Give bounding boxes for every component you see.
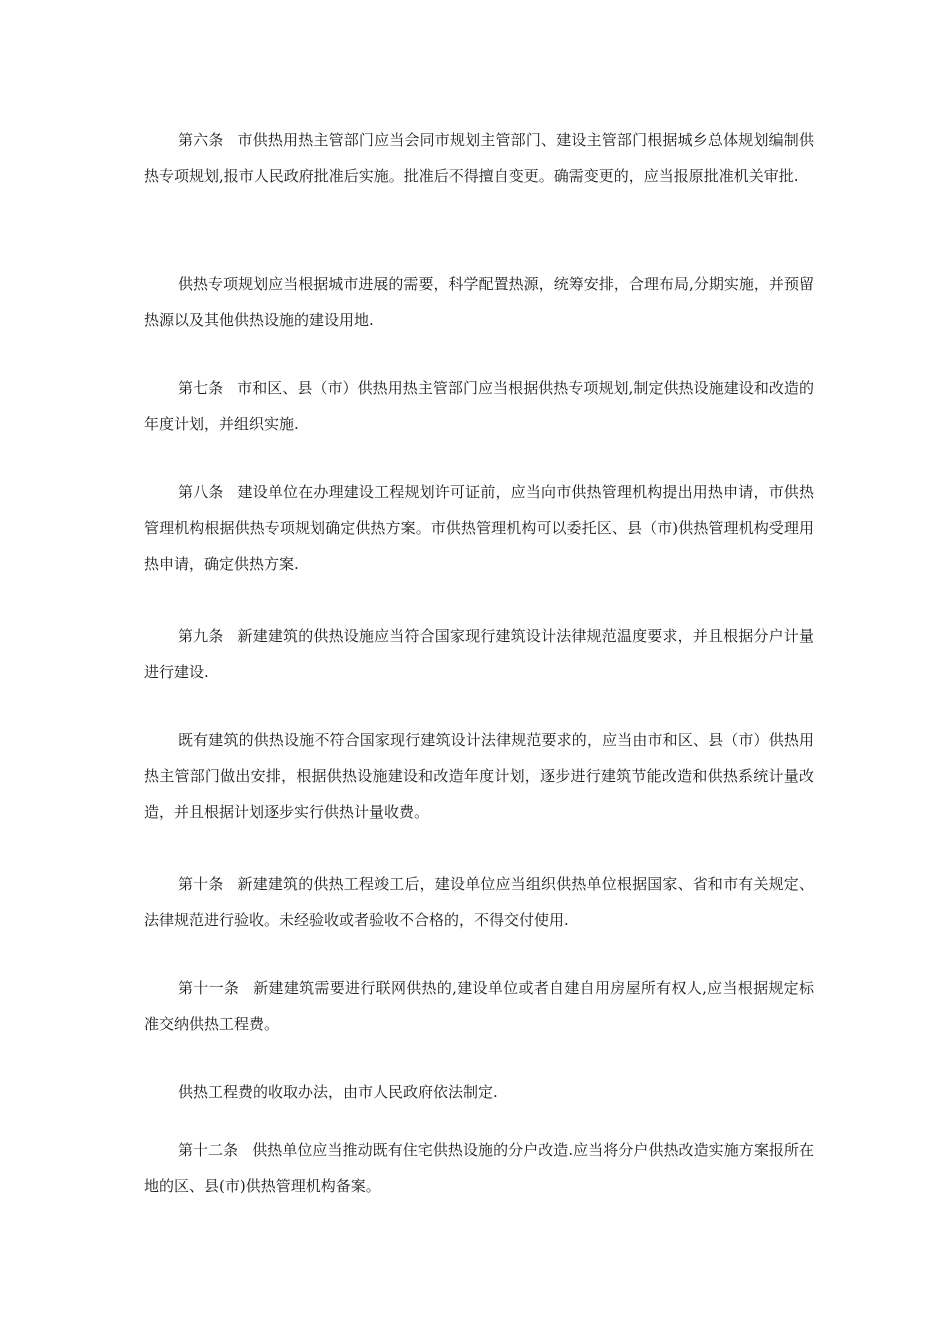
article-label: 第八条 xyxy=(178,483,224,501)
paragraph-text: 供热单位应当推动既有住宅供热设施的分户改造.应当将分户供热改造实施方案报所在地的区、县(市)供热管理机构备案。 xyxy=(144,1141,814,1195)
paragraph-text: 市和区、县（市）供热用热主管部门应当根据供热专项规划,制定供热设施建设和改造的年度计划，并组织实施. xyxy=(144,379,814,433)
article-label: 第九条 xyxy=(178,627,224,645)
paragraph-text: 新建建筑的供热设施应当符合国家现行建筑设计法律规范温度要求，并且根据分户计量进行建设. xyxy=(144,627,814,681)
paragraph-text: 新建建筑的供热工程竣工后，建设单位应当组织供热单位根据国家、省和市有关规定、法律规范进行验收。未经验收或者验收不合格的，不得交付使用. xyxy=(144,875,814,929)
article-label: 第十二条 xyxy=(178,1141,239,1159)
paragraph-text: 新建建筑需要进行联网供热的,建设单位或者自建自用房屋所有权人,应当根据规定标准交纳供热工程费。 xyxy=(144,979,814,1033)
paragraph-text: 既有建筑的供热设施不符合国家现行建筑设计法律规范要求的，应当由市和区、县（市）供热用热主管部门做出安排，根据供热设施建设和改造年度计划，逐步进行建筑节能改造和供热系统计量改造，并且根据计划逐步实行供热计量收费。 xyxy=(144,731,814,821)
article-6-paragraph xyxy=(144,122,814,194)
article-label: 第六条 xyxy=(178,131,224,149)
article-10-paragraph xyxy=(144,866,814,938)
article-label: 第七条 xyxy=(178,379,224,397)
paragraph-text: 供热工程费的收取办法，由市人民政府依法制定. xyxy=(178,1083,498,1101)
article-9-paragraph xyxy=(144,618,814,690)
article-7-paragraph xyxy=(144,370,814,442)
article-label: 第十条 xyxy=(178,875,224,893)
article-8-paragraph xyxy=(144,474,814,582)
article-6-continuation-paragraph xyxy=(144,266,814,338)
paragraph-text: 市供热用热主管部门应当会同市规划主管部门、建设主管部门根据城乡总体规划编制供热专项规划,报市人民政府批准后实施。批准后不得擅自变更。确需变更的，应当报原批准机关审批. xyxy=(144,131,814,185)
article-11-paragraph xyxy=(144,970,814,1042)
article-9-continuation-paragraph xyxy=(144,722,814,830)
article-11-continuation-paragraph xyxy=(144,1074,814,1110)
article-12-paragraph xyxy=(144,1132,814,1204)
paragraph-text: 建设单位在办理建设工程规划许可证前，应当向市供热管理机构提出用热申请，市供热管理机构根据供热专项规划确定供热方案。市供热管理机构可以委托区、县（市)供热管理机构受理用热申请，确定供热方案. xyxy=(144,483,814,573)
paragraph-text: 供热专项规划应当根据城市进展的需要，科学配置热源，统筹安排，合理布局,分期实施，并预留热源以及其他供热设施的建设用地. xyxy=(144,275,814,329)
article-label: 第十一条 xyxy=(178,979,240,997)
